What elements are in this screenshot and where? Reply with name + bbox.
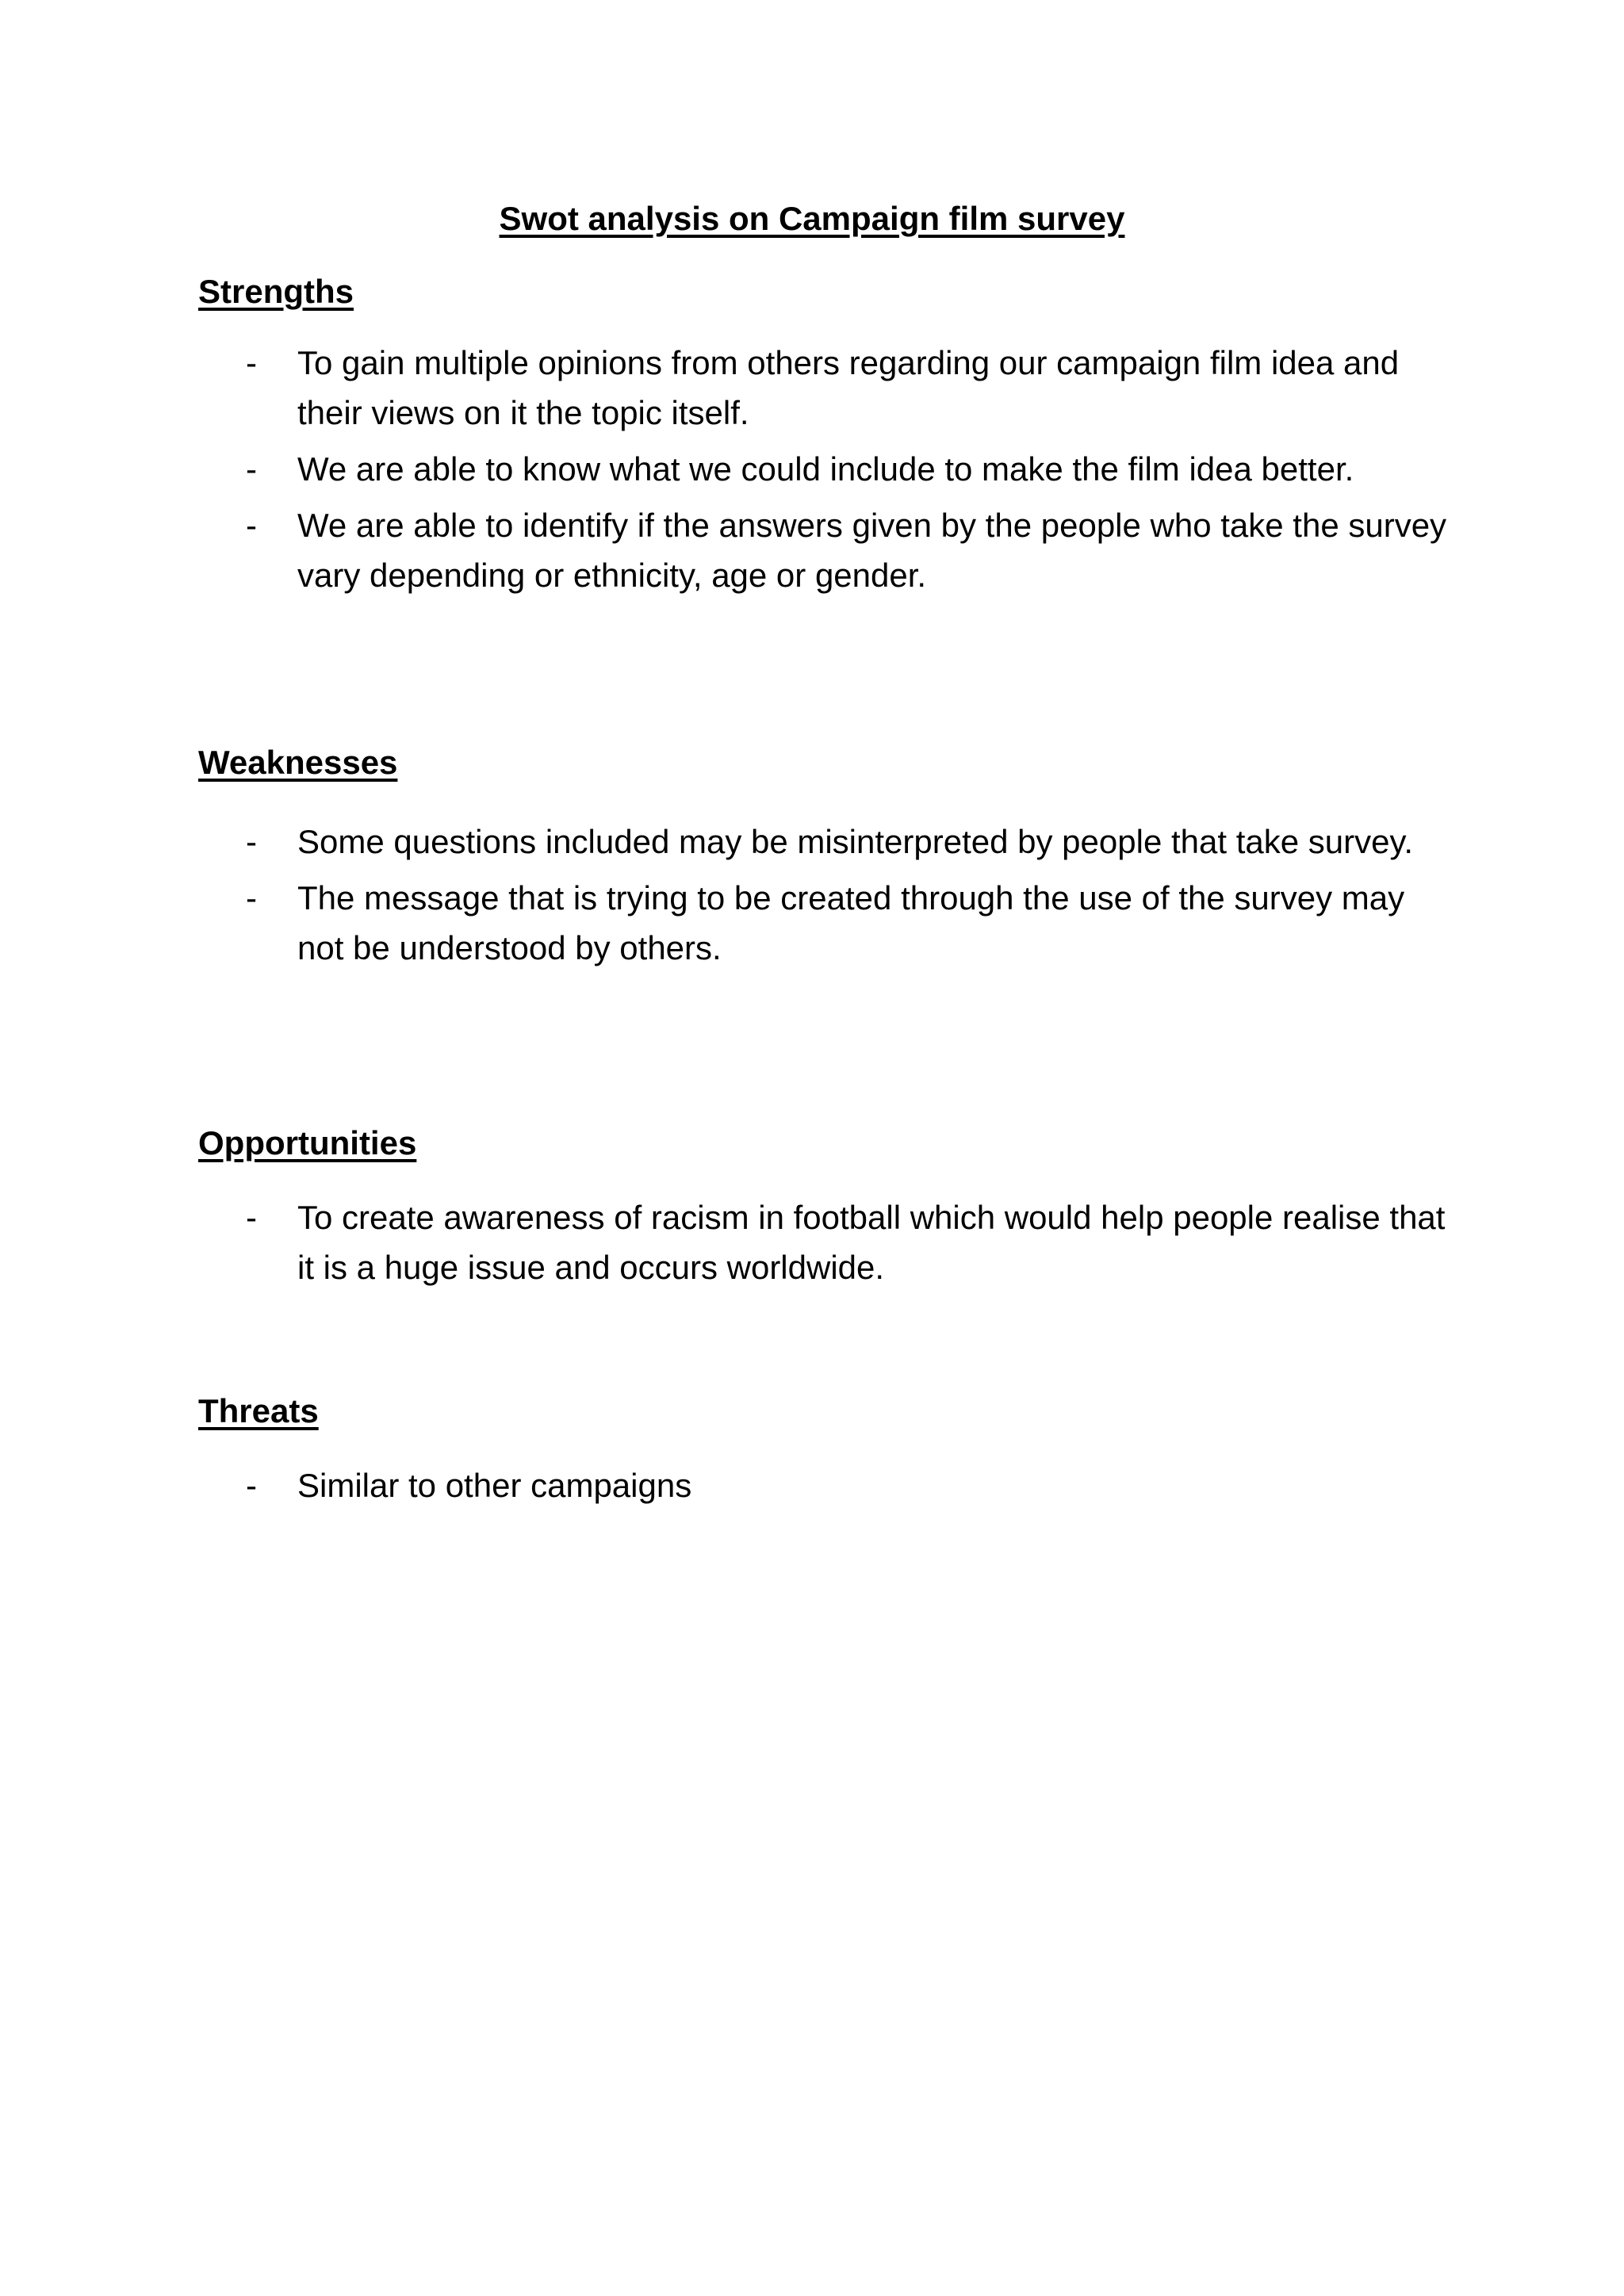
- list-item: [198, 817, 1455, 867]
- list-item-text: To create awareness of racism in football which would help people realise that it is a huge issue and occurs worldwide.: [297, 1199, 1446, 1286]
- bullet-dash: -: [246, 1199, 257, 1236]
- list-item-text: To gain multiple opinions from others regarding our campaign film idea and their views on it the topic itself.: [297, 344, 1400, 431]
- section-heading-weaknesses: Weaknesses: [198, 744, 398, 781]
- list-item: [198, 444, 1455, 494]
- list-item: [198, 338, 1455, 438]
- list-item: [198, 500, 1455, 600]
- section-strengths: [198, 270, 1447, 600]
- bullet-dash: -: [246, 1467, 257, 1504]
- section-heading-strengths: Strengths: [198, 273, 354, 310]
- list-item-text: Some questions included may be misinterpreted by people that take survey.: [297, 823, 1413, 860]
- list-item: [198, 873, 1455, 973]
- list-item-text: We are able to identify if the answers given by the people who take the survey vary depending or ethnicity, age or gender.: [297, 507, 1447, 594]
- section-heading-threats: Threats: [198, 1392, 319, 1429]
- section-threats: [198, 1389, 1435, 1510]
- list-item: [198, 1460, 1455, 1510]
- threats-list: [198, 1460, 1435, 1510]
- list-item-text: Similar to other campaigns: [297, 1467, 692, 1504]
- section-weaknesses: [198, 740, 1435, 973]
- weaknesses-list: [198, 817, 1435, 973]
- bullet-dash: -: [246, 344, 257, 381]
- strengths-list: [198, 338, 1447, 600]
- bullet-dash: -: [246, 879, 257, 916]
- list-item: [198, 1192, 1455, 1292]
- section-heading-opportunities: Opportunities: [198, 1124, 417, 1161]
- bullet-dash: -: [246, 823, 257, 860]
- list-item-text: The message that is trying to be created through the use of the survey may not be understood by others.: [297, 879, 1405, 966]
- section-opportunities: [198, 1121, 1446, 1292]
- list-item-text: We are able to know what we could include to make the film idea better.: [297, 450, 1354, 488]
- opportunities-list: [198, 1192, 1446, 1292]
- bullet-dash: -: [246, 450, 257, 488]
- document-title: Swot analysis on Campaign film survey: [499, 200, 1125, 237]
- bullet-dash: -: [246, 507, 257, 544]
